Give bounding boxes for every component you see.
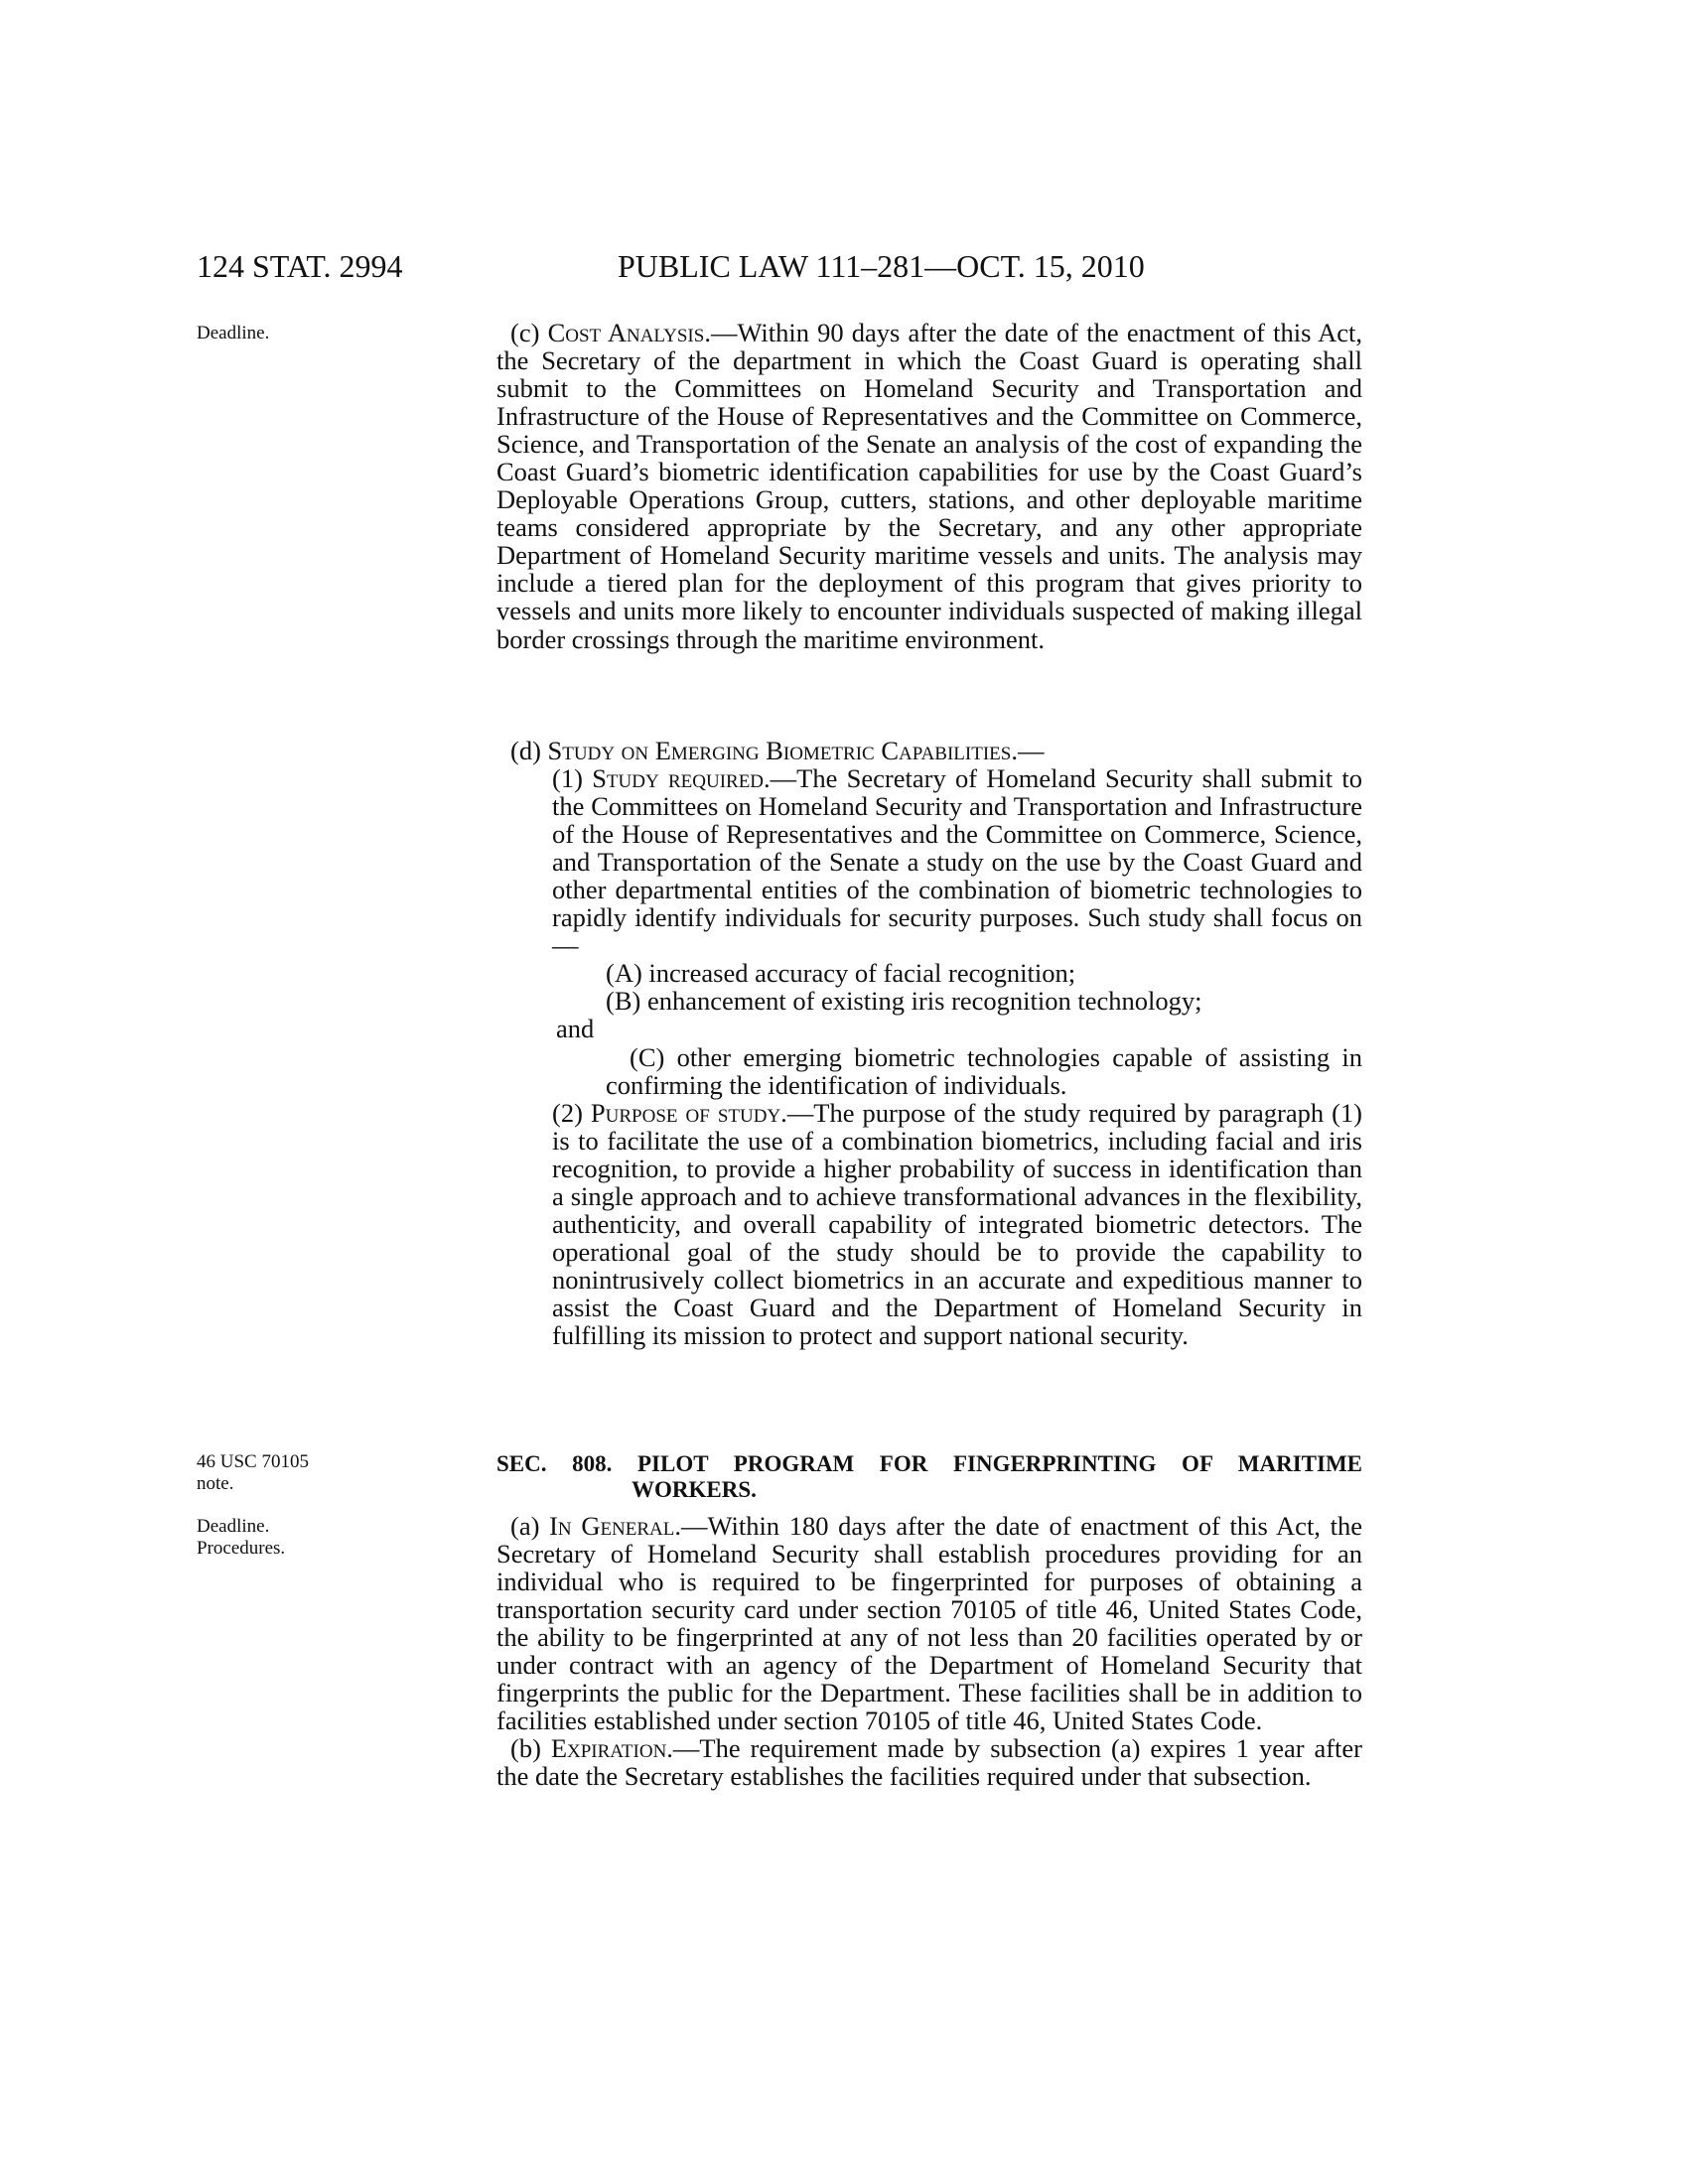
margin-note-deadline-2: Deadline.	[197, 1516, 270, 1537]
section-808-subsection-a	[496, 1512, 1362, 1734]
subsection-d-dash: .—	[1011, 736, 1045, 765]
subsection-d-heading: Study on Emerging Biometric Capabilities	[547, 736, 1012, 765]
section-808-b-dash: .—	[666, 1733, 700, 1764]
clause-b: (B) enhancement of existing iris recognition technology;	[606, 986, 1202, 1017]
section-808-b-marker: (b)	[510, 1733, 551, 1764]
section-808-a-dash: .—	[674, 1511, 708, 1541]
clause-b-and	[496, 1015, 1362, 1042]
subsection-c-text: Within 90 days after the date of the enactment of this Act, the Secretary of the department in which the Coast Guard is operating shall submit to the Committees on Homeland Security and Transportation and Infrastructure of the House of Representatives and the Committee on Commerce, Science, and Transportation of the Senate an analysis of the cost of expanding the Coast Guard’s biometric identification capabilities for use by the Coast Guard’s Deployable Operations Group, cutters, stations, and other deployable maritime teams considered appropriate by the Secretary, and any other appropriate Department of Homeland Security maritime vessels and units. The analysis may include a tiered plan for the deployment of this program that gives priority to vessels and units more likely to encounter individuals suspected of making illegal border crossings through the maritime environment.	[496, 318, 1362, 654]
margin-note-usc	[197, 1451, 465, 1495]
section-808-body	[496, 1512, 1362, 1790]
paragraph-d2-heading: Purpose of study	[590, 1097, 781, 1128]
section-808-subsection-b	[496, 1734, 1362, 1790]
section-808-b-text: The requirement made by subsection (a) expires 1 year after the date the Secretary establishes the facilities required under that subsection.	[496, 1733, 1362, 1792]
clause-c	[496, 1043, 1362, 1099]
clause-c-text: (C) other emerging biometric technologies capable of assisting in confirming the identification of individuals.	[606, 1041, 1362, 1100]
paragraph-d1-marker: (1)	[552, 763, 593, 794]
subsection-c-marker: (c)	[510, 318, 548, 347]
section-808-title-line1: SEC. 808. PILOT PROGRAM FOR FINGERPRINTING OF MARITIME	[496, 1451, 1362, 1476]
margin-note-deadline-procedures	[197, 1516, 465, 1560]
margin-note-deadline: Deadline.	[197, 323, 270, 343]
margin-note-procedures: Procedures.	[197, 1538, 286, 1559]
paragraph-d2-text: The purpose of the study required by paragraph (1) is to facilitate the use of a combination biometrics, including facial and iris recognition, to provide a higher probability of success in identification than a single approach and to achieve transformational advances in the flexibility, authenticity, and overall capability of integrated biometric detectors. The operational goal of the study should be to provide the capability to nonintrusively collect biometrics in an accurate and expeditious manner to assist the Coast Guard and the Department of Homeland Security in fulfilling its mission to protect and support national security.	[552, 1097, 1363, 1350]
section-808-a-heading: In General	[549, 1511, 675, 1541]
subsection-d-heading-line	[496, 737, 1362, 764]
subsection-c	[496, 319, 1362, 653]
section-808-title-line2: WORKERS.	[632, 1477, 757, 1502]
section-808-title	[496, 1451, 1362, 1503]
page-running-title: PUBLIC LAW 111–281—OCT. 15, 2010	[618, 248, 1145, 284]
page-stat-number: 124 STAT. 2994	[197, 248, 403, 284]
paragraph-d1	[496, 764, 1362, 959]
subsection-c-paragraph	[496, 319, 1362, 653]
subsection-c-heading: Cost Analysis	[547, 318, 705, 347]
paragraph-d2-marker: (2)	[552, 1097, 591, 1128]
clause-a: (A) increased accuracy of facial recognition;	[606, 958, 1076, 989]
clause-b-and-text: and	[556, 1014, 595, 1044]
section-808-b-heading: Expiration	[550, 1733, 667, 1764]
paragraph-d1-text: The Secretary of Homeland Security shall submit to the Committees on Homeland Security and Transportation and Infrastructure of the House of Representatives and the Committee on Commerce, Science, and Transportation of the Senate a study on the use by the Coast Guard and other departmental entities of the combination of biometric technologies to rapidly identify individuals for security purposes. Such study shall focus on—	[552, 763, 1362, 961]
margin-note-usc-line2: note.	[197, 1473, 234, 1494]
paragraph-d1-dash: .—	[764, 763, 797, 794]
paragraph-d2-dash: .—	[780, 1097, 814, 1128]
paragraph-d2	[496, 1099, 1362, 1349]
paragraph-d1-heading: Study required	[592, 763, 765, 794]
section-808-heading	[496, 1451, 1362, 1503]
subsection-c-dash: .—	[704, 318, 738, 347]
margin-note-usc-line1: 46 USC 70105	[197, 1451, 309, 1472]
subsection-d	[496, 737, 1362, 1349]
subsection-d-marker: (d)	[510, 736, 548, 765]
section-808-a-marker: (a)	[510, 1511, 550, 1541]
section-808-a-text: Within 180 days after the date of enactment of this Act, the Secretary of Homeland Security shall establish procedures providing for an individual who is required to be fingerprinted for purposes of obtaining a transportation security card under section 70105 of title 46, United States Code, the ability to be fingerprinted at any of not less than 20 facilities operated by or under contract with an agency of the Department of Homeland Security that fingerprints the public for the Department. These facilities shall be in addition to facilities established under section 70105 of title 46, United States Code.	[496, 1511, 1362, 1736]
